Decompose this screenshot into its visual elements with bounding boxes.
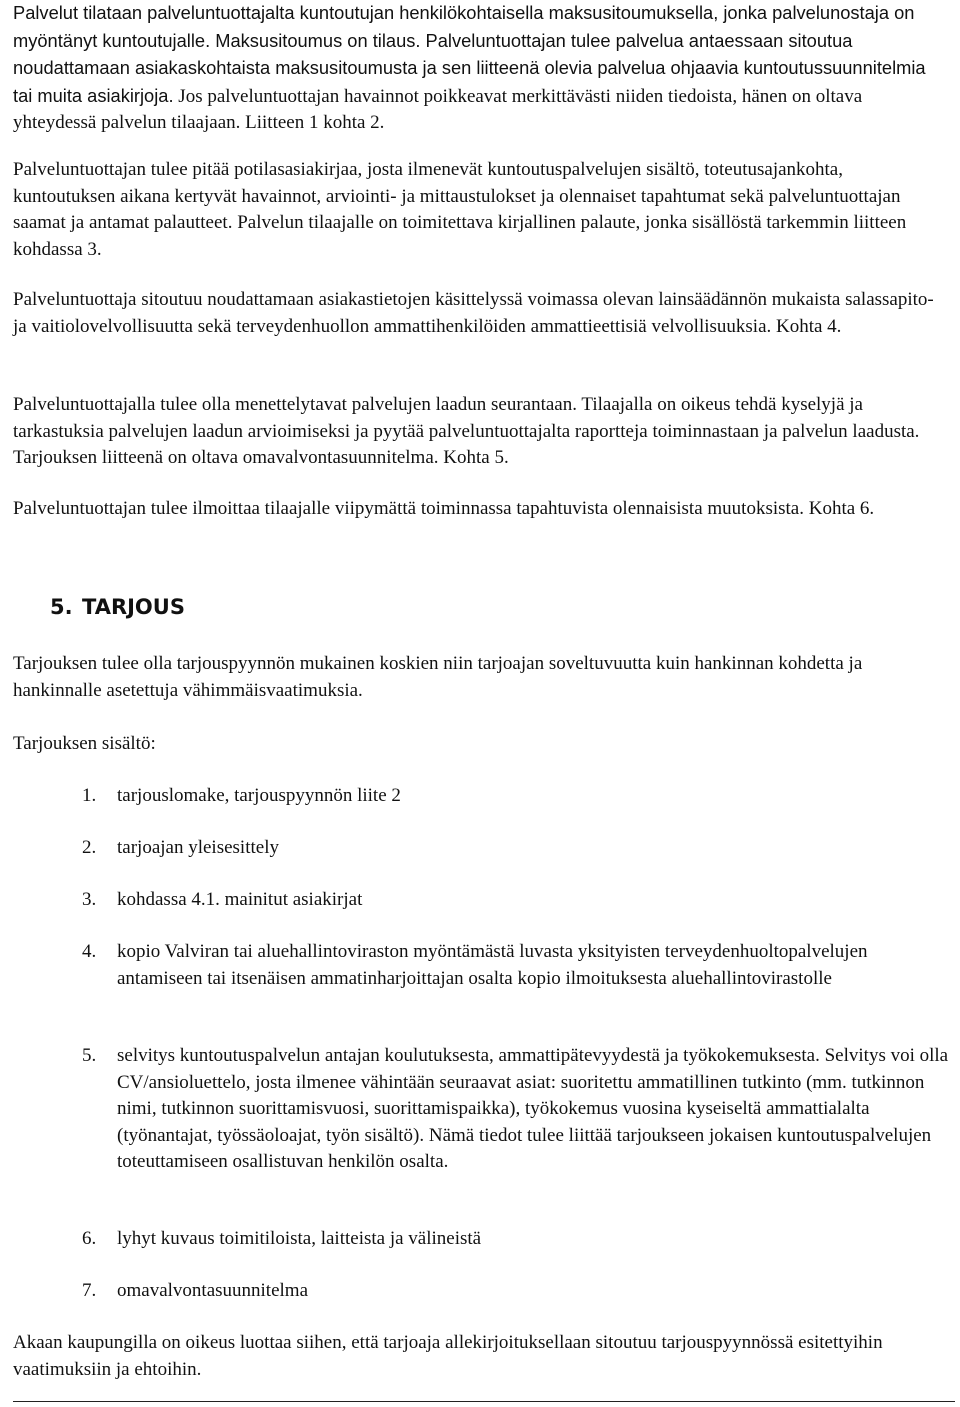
paragraph-confidentiality: Palveluntuottaja sitoutuu noudattamaan asiakastietojen käsittelyssä voimassa olevan lainsäädännön mukaista salassapito- ja vaitiolovelvollisuutta sekä terveydenhuollon ammattihenkilöiden ammattieettisiä velvollisuuksia. Kohta 4. [13,289,934,337]
list-item-text: kohdassa 4.1. mainitut asiakirjat [117,889,363,910]
list-item-text: lyhyt kuvaus toimitiloista, laitteista ja välineistä [117,1228,482,1249]
paragraph-changes: Palveluntuottajan tulee ilmoittaa tilaajalle viipymättä toiminnassa tapahtuvista olennaisista muutoksista. Kohta 6. [13,498,875,519]
section-heading [50,592,185,622]
list-item [82,1043,952,1176]
section-number: 5. [50,595,73,619]
list-item [82,835,952,862]
list-item-text: omavalvontasuunnitelma [117,1280,309,1301]
list-item-number: 4. [82,941,97,962]
list-item-text: tarjoajan yleisesittely [117,837,279,858]
list-item-number: 1. [82,785,97,806]
list-item-number: 2. [82,837,97,858]
list-item [82,887,952,914]
footer-divider [13,1401,955,1402]
list-heading: Tarjouksen sisältö: [13,733,156,754]
closing-paragraph: Akaan kaupungilla on oikeus luottaa siihen, että tarjoaja allekirjoituksellaan sitoutuu tarjouspyynnössä esitettyihin vaatimuksiin ja ehtoihin. [13,1332,883,1380]
intro-sans-text: Palvelut tilataan palveluntuottajalta kuntoutujan henkilökohtaisella maksusitoumuksella, jonka palvelunostaja on myöntänyt kuntoutujalle. Maksusitoumus on tilaus. Palveluntuottajan tulee palvelua antaessaan sitoutua noudattamaan asiakaskohtaista maksusitoumusta ja sen liitteenä olevia palvelua ohjaavia kuntoutussuunnitelmia tai muita asiakirjoja. [13,2,926,106]
intro-paragraph [13,0,943,137]
list-item [82,783,952,810]
list-item-text: tarjouslomake, tarjouspyynnön liite 2 [117,785,401,806]
list-item [82,939,952,992]
list-item-text: selvitys kuntoutuspalvelun antajan koulutuksesta, ammattipätevyydestä ja työkokemuksesta. Selvitys voi olla CV/ansioluettelo, josta ilmenee vähintään seuraavat asiat: suoritettu ammatillinen tutkinto (mm. tutkinnon nimi, tutkinnon suorittamisvuosi, suorittamispaikka), työkokemus vuosina kyseiseltä ammattialalta (työnantajat, työssäoloajat, työn sisältö). Nämä tiedot tulee liittää tarjoukseen jokaisen kuntoutuspalvelujen toteuttamiseen osallistuvan henkilön osalta. [117,1045,949,1172]
list-item [82,1278,952,1305]
list-item-number: 3. [82,889,97,910]
section-title: TARJOUS [82,595,185,619]
list-item [82,1226,952,1253]
list-item-number: 6. [82,1228,97,1249]
paragraph-quality: Palveluntuottajalla tulee olla menettelytavat palvelujen laadun seurantaan. Tilaajalla on oikeus tehdä kyselyjä ja tarkastuksia palvelujen laadun arvioimiseksi ja pyytää palveluntuottajalta raportteja toiminnastaan ja palvelun laadusta. Tarjouksen liitteenä on oltava omavalvontasuunnitelma. Kohta 5. [13,394,920,468]
list-item-number: 5. [82,1045,97,1066]
paragraph-records: Palveluntuottajan tulee pitää potilasasiakirjaa, josta ilmenevät kuntoutuspalvelujen sisältö, toteutusajankohta, kuntoutuksen aikana kertyvät havainnot, arviointi- ja mittaustulokset ja olennaiset tapahtumat sekä palveluntuottajan saamat ja antamat palautteet. Palvelun tilaajalle on toimitettava kirjallinen palaute, jonka sisällöstä tarkemmin liitteen kohdassa 3. [13,159,907,260]
list-item-text: kopio Valviran tai aluehallintoviraston myöntämästä luvasta yksityisten terveydenhuoltopalvelujen antamiseen tai itsenäisen ammatinharjoittajan osalta kopio ilmoituksesta aluehallintovirastolle [117,941,868,989]
section-intro: Tarjouksen tulee olla tarjouspyynnön mukainen koskien niin tarjoajan soveltuvuutta kuin hankinnan kohdetta ja hankinnalle asetettuja vähimmäisvaatimuksia. [13,653,863,701]
list-item-number: 7. [82,1280,97,1301]
intro-serif-text: Jos palveluntuottajan havainnot poikkeavat merkittävästi niiden tiedoista, hänen on oltava yhteydessä palvelun tilaajaan. Liitteen 1 kohta 2. [13,85,863,133]
